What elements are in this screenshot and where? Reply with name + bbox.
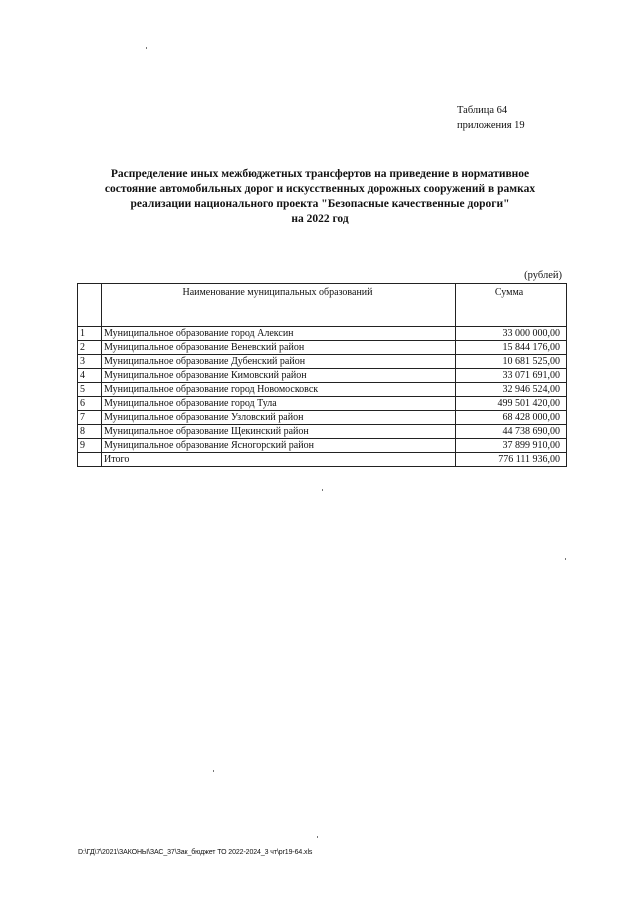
row-num: 9 (78, 439, 102, 453)
table-row (78, 327, 567, 341)
row-num: 4 (78, 369, 102, 383)
scan-speck (322, 489, 323, 491)
row-num: 8 (78, 425, 102, 439)
document-title (40, 167, 600, 227)
scan-speck (213, 770, 214, 772)
row-name: Муниципальное образование Веневский район (102, 341, 456, 355)
table-reference (457, 103, 525, 133)
row-sum: 33 071 691,00 (456, 369, 567, 383)
row-num: 6 (78, 397, 102, 411)
table-row (78, 397, 567, 411)
row-sum: 33 000 000,00 (456, 327, 567, 341)
table-row (78, 411, 567, 425)
file-path-footer: D:\ГД\7\2021\ЗАКОНЫ\ЗАС_37\Зак_бюджет ТО 2022-2024_3 чт\pr19-64.xls (78, 849, 313, 856)
row-sum: 32 946 524,00 (456, 383, 567, 397)
row-sum: 68 428 000,00 (456, 411, 567, 425)
total-label: Итого (102, 453, 456, 467)
total-num (78, 453, 102, 467)
table-row (78, 341, 567, 355)
row-sum: 499 501 420,00 (456, 397, 567, 411)
scan-speck (146, 47, 147, 49)
row-num: 3 (78, 355, 102, 369)
row-sum: 37 899 910,00 (456, 439, 567, 453)
table-row (78, 439, 567, 453)
header-name: Наименование муниципальных образований (102, 284, 456, 327)
row-name: Муниципальное образование Дубенский район (102, 355, 456, 369)
table-header-row (78, 284, 567, 327)
row-name: Муниципальное образование город Алексин (102, 327, 456, 341)
row-name: Муниципальное образование Щекинский район (102, 425, 456, 439)
row-num: 1 (78, 327, 102, 341)
row-num: 2 (78, 341, 102, 355)
appendix-number: приложения 19 (457, 120, 525, 131)
row-name: Муниципальное образование город Новомосковск (102, 383, 456, 397)
header-sum: Сумма (456, 284, 567, 327)
title-line-2: состояние автомобильных дорог и искусственных дорожных сооружений в рамках (104, 183, 536, 195)
row-name: Муниципальное образование город Тула (102, 397, 456, 411)
row-sum: 10 681 525,00 (456, 355, 567, 369)
transfers-table (77, 283, 567, 467)
title-line-3: реализации национального проекта "Безопасные качественные дороги" (130, 198, 510, 210)
title-line-1: Распределение иных межбюджетных трансфертов на приведение в нормативное (110, 168, 530, 180)
row-num: 7 (78, 411, 102, 425)
row-sum: 15 844 176,00 (456, 341, 567, 355)
row-name: Муниципальное образование Ясногорский район (102, 439, 456, 453)
header-num (78, 284, 102, 327)
table-row (78, 355, 567, 369)
row-name: Муниципальное образование Узловский район (102, 411, 456, 425)
table-row (78, 383, 567, 397)
scan-speck (317, 836, 318, 838)
title-line-4: на 2022 год (291, 213, 349, 225)
table-row (78, 369, 567, 383)
total-row (78, 453, 567, 467)
row-num: 5 (78, 383, 102, 397)
table-row (78, 425, 567, 439)
scan-speck (565, 558, 566, 560)
table-number: Таблица 64 (457, 105, 508, 116)
row-name: Муниципальное образование Кимовский район (102, 369, 456, 383)
units-label: (рублей) (524, 270, 562, 281)
row-sum: 44 738 690,00 (456, 425, 567, 439)
total-sum: 776 111 936,00 (456, 453, 567, 467)
